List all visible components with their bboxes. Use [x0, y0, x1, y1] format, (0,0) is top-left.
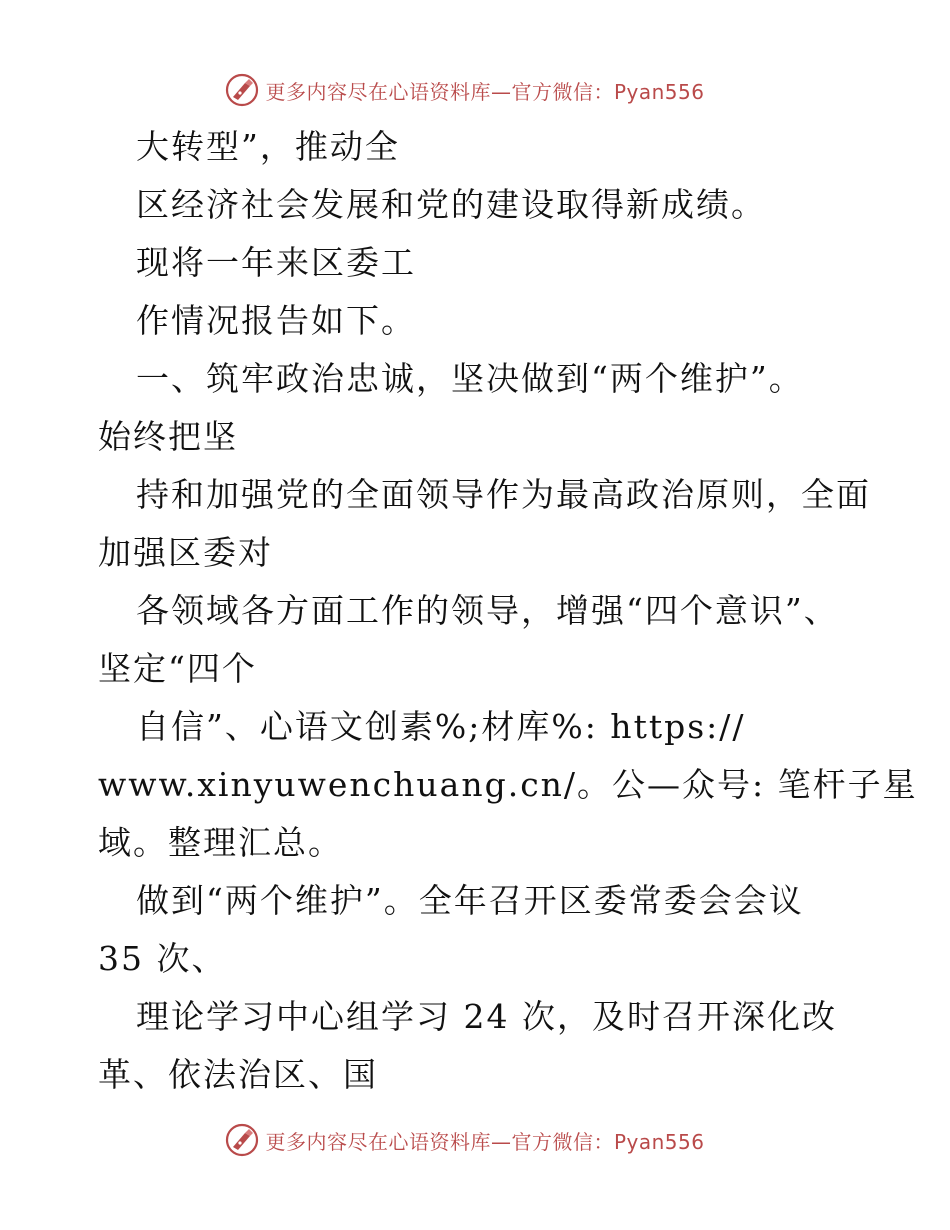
footer-watermark-banner	[0, 1120, 950, 1160]
document-body	[98, 118, 918, 1104]
watermark-text: 更多内容尽在心语资料库—官方微信：Pyan556	[265, 1129, 705, 1154]
document-line: 做到“两个维护”。全年召开区委常委会会议	[136, 881, 804, 920]
document-line: 现将一年来区委工	[136, 243, 416, 282]
pen-nib-logo-icon	[225, 73, 259, 107]
document-line: 理论学习中心组学习 24 次，及时召开深化改	[136, 997, 837, 1036]
document-line: 坚定“四个	[98, 649, 257, 688]
watermark-text: 更多内容尽在心语资料库—官方微信：Pyan556	[265, 79, 705, 104]
document-line: 一、筑牢政治忠诚，坚决做到“两个维护”。	[136, 359, 804, 398]
document-line: 各领域各方面工作的领导，增强“四个意识”、	[136, 591, 839, 630]
document-line: 作情况报告如下。	[136, 301, 416, 340]
document-line: www.xinyuwenchuang.cn/。公—众号: 笔杆子星	[98, 765, 918, 804]
document-line: 始终把坚	[98, 417, 238, 456]
header-watermark-banner	[0, 70, 950, 110]
document-line: 自信”、心语文创素%;材库%: https://	[136, 707, 746, 746]
document-line: 革、依法治区、国	[98, 1055, 378, 1094]
document-line: 加强区委对	[98, 533, 273, 572]
pen-nib-logo-icon	[225, 1123, 259, 1157]
document-line: 持和加强党的全面领导作为最高政治原则，全面	[136, 475, 871, 514]
document-line: 区经济社会发展和党的建设取得新成绩。	[136, 185, 766, 224]
document-line: 大转型”，推动全	[136, 127, 400, 166]
document-line: 35 次、	[98, 939, 227, 978]
document-line: 域。整理汇总。	[98, 823, 343, 862]
